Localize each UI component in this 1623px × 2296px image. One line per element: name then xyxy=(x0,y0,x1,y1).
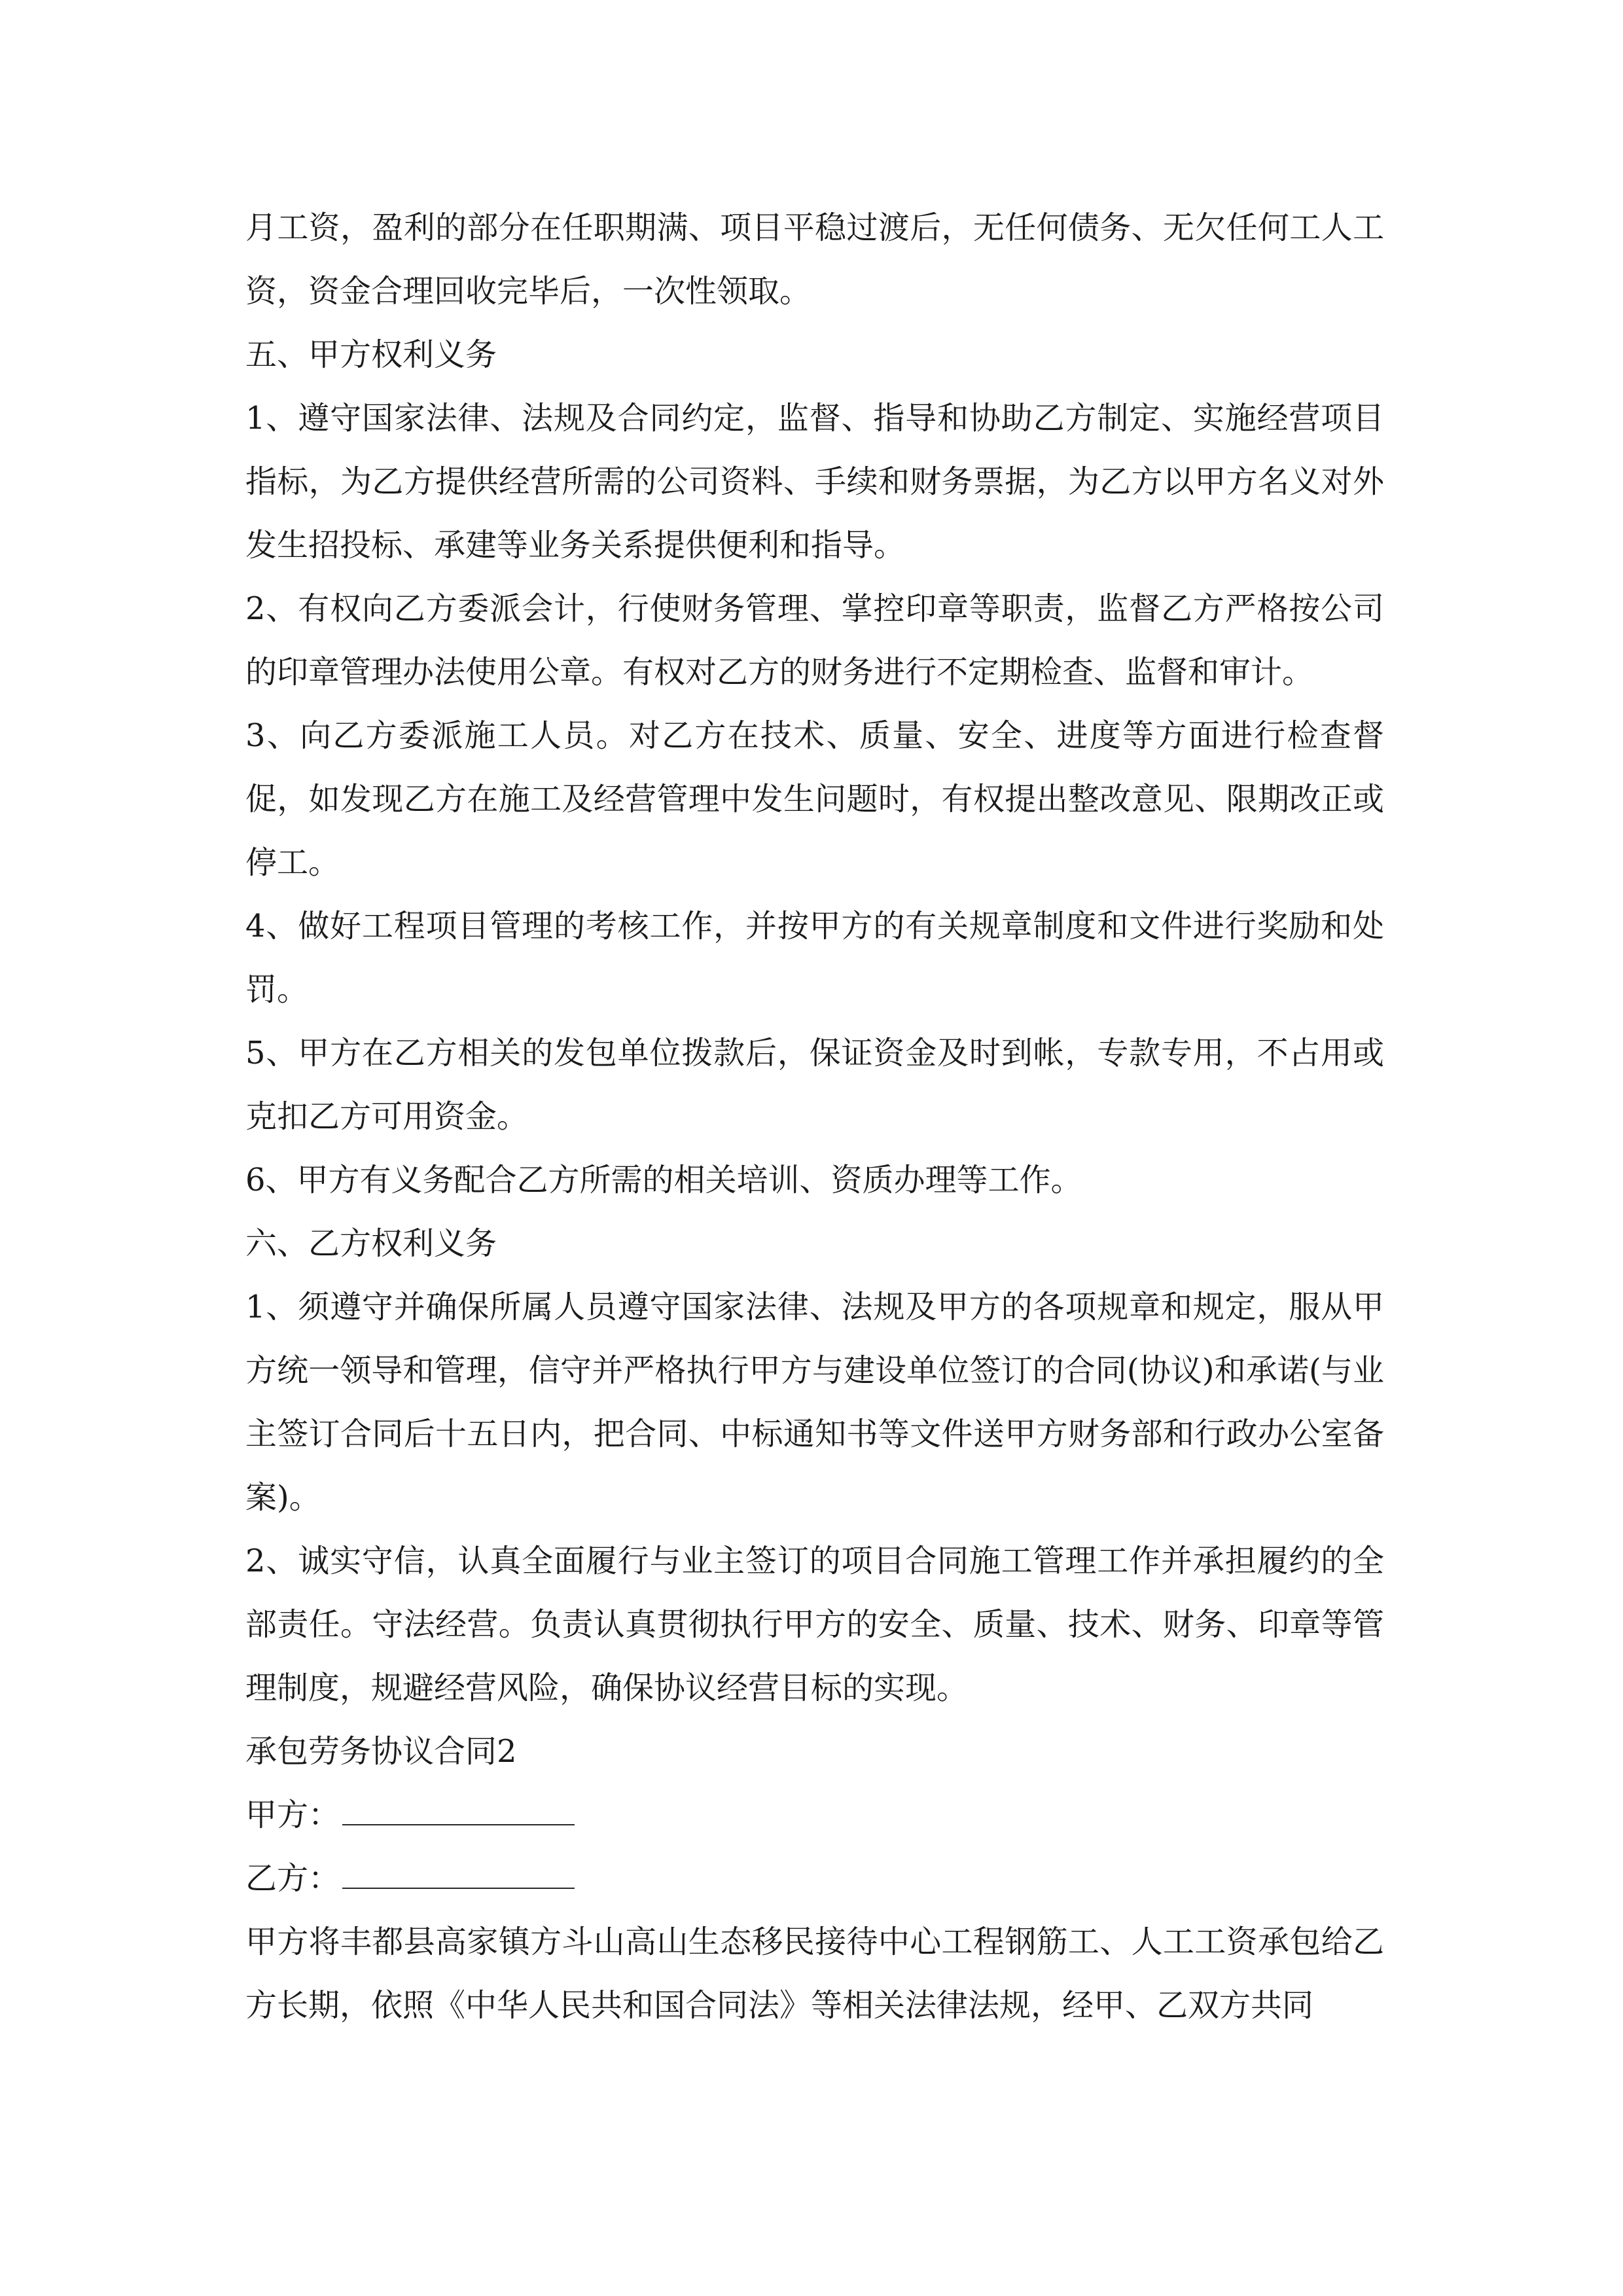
paragraph-party-a-item-5: 5、甲方在乙方相关的发包单位拨款后，保证资金及时到帐，专款专用，不占用或克扣乙方可用资金。 xyxy=(245,1035,1384,1135)
party-a-blank xyxy=(342,1786,575,1825)
paragraph-contract-intro: 甲方将丰都县高家镇方斗山高山生态移民接待中心工程钢筋工、人工工资承包给乙方长期，依照《中华人民共和国合同法》等相关法律法规，经甲、乙双方共同 xyxy=(245,1924,1384,2024)
section-heading-party-b-rights: 六、乙方权利义务 xyxy=(245,1225,497,1262)
party-a-label: 甲方： xyxy=(245,1797,340,1833)
document-body xyxy=(245,196,1384,2037)
party-b-line xyxy=(245,1847,1384,1910)
section-heading-party-a-rights: 五、甲方权利义务 xyxy=(245,336,497,373)
paragraph-party-b-item-1: 1、须遵守并确保所属人员遵守国家法律、法规及甲方的各项规章和规定，服从甲方统一领导和管理，信守并严格执行甲方与建设单位签订的合同(协议)和承诺(与业主签订合同后十五日内，把合同、中标通知书等文件送甲方财务部和行政办公室备案)。 xyxy=(245,1289,1384,1516)
party-b-label: 乙方： xyxy=(245,1860,340,1897)
party-a-line xyxy=(245,1784,1384,1847)
paragraph-party-b-item-2: 2、诚实守信，认真全面履行与业主签订的项目合同施工管理工作并承担履约的全部责任。守法经营。负责认真贯彻执行甲方的安全、质量、技术、财务、印章等管理制度，规避经营风险，确保协议经营目标的实现。 xyxy=(245,1543,1384,1706)
paragraph-party-a-item-2: 2、有权向乙方委派会计，行使财务管理、掌控印章等职责，监督乙方严格按公司的印章管理办法使用公章。有权对乙方的财务进行不定期检查、监督和审计。 xyxy=(245,590,1384,691)
party-b-blank xyxy=(342,1850,575,1889)
paragraph-party-a-item-1: 1、遵守国家法律、法规及合同约定，监督、指导和协助乙方制定、实施经营项目指标，为乙方提供经营所需的公司资料、手续和财务票据，为乙方以甲方名义对外发生招投标、承建等业务关系提供便利和指导。 xyxy=(245,400,1384,564)
paragraph-party-a-item-6: 6、甲方有义务配合乙方所需的相关培训、资质办理等工作。 xyxy=(245,1162,1082,1198)
paragraph-salary-continuation: 月工资，盈利的部分在任职期满、项目平稳过渡后，无任何债务、无欠任何工人工资，资金合理回收完毕后，一次性领取。 xyxy=(245,209,1384,310)
contract-title-2: 承包劳务协议合同2 xyxy=(245,1733,517,1770)
paragraph-party-a-item-3: 3、向乙方委派施工人员。对乙方在技术、质量、安全、进度等方面进行检查督促，如发现乙方在施工及经营管理中发生问题时，有权提出整改意见、限期改正或停工。 xyxy=(245,717,1384,881)
paragraph-party-a-item-4: 4、做好工程项目管理的考核工作，并按甲方的有关规章制度和文件进行奖励和处罚。 xyxy=(245,908,1384,1008)
